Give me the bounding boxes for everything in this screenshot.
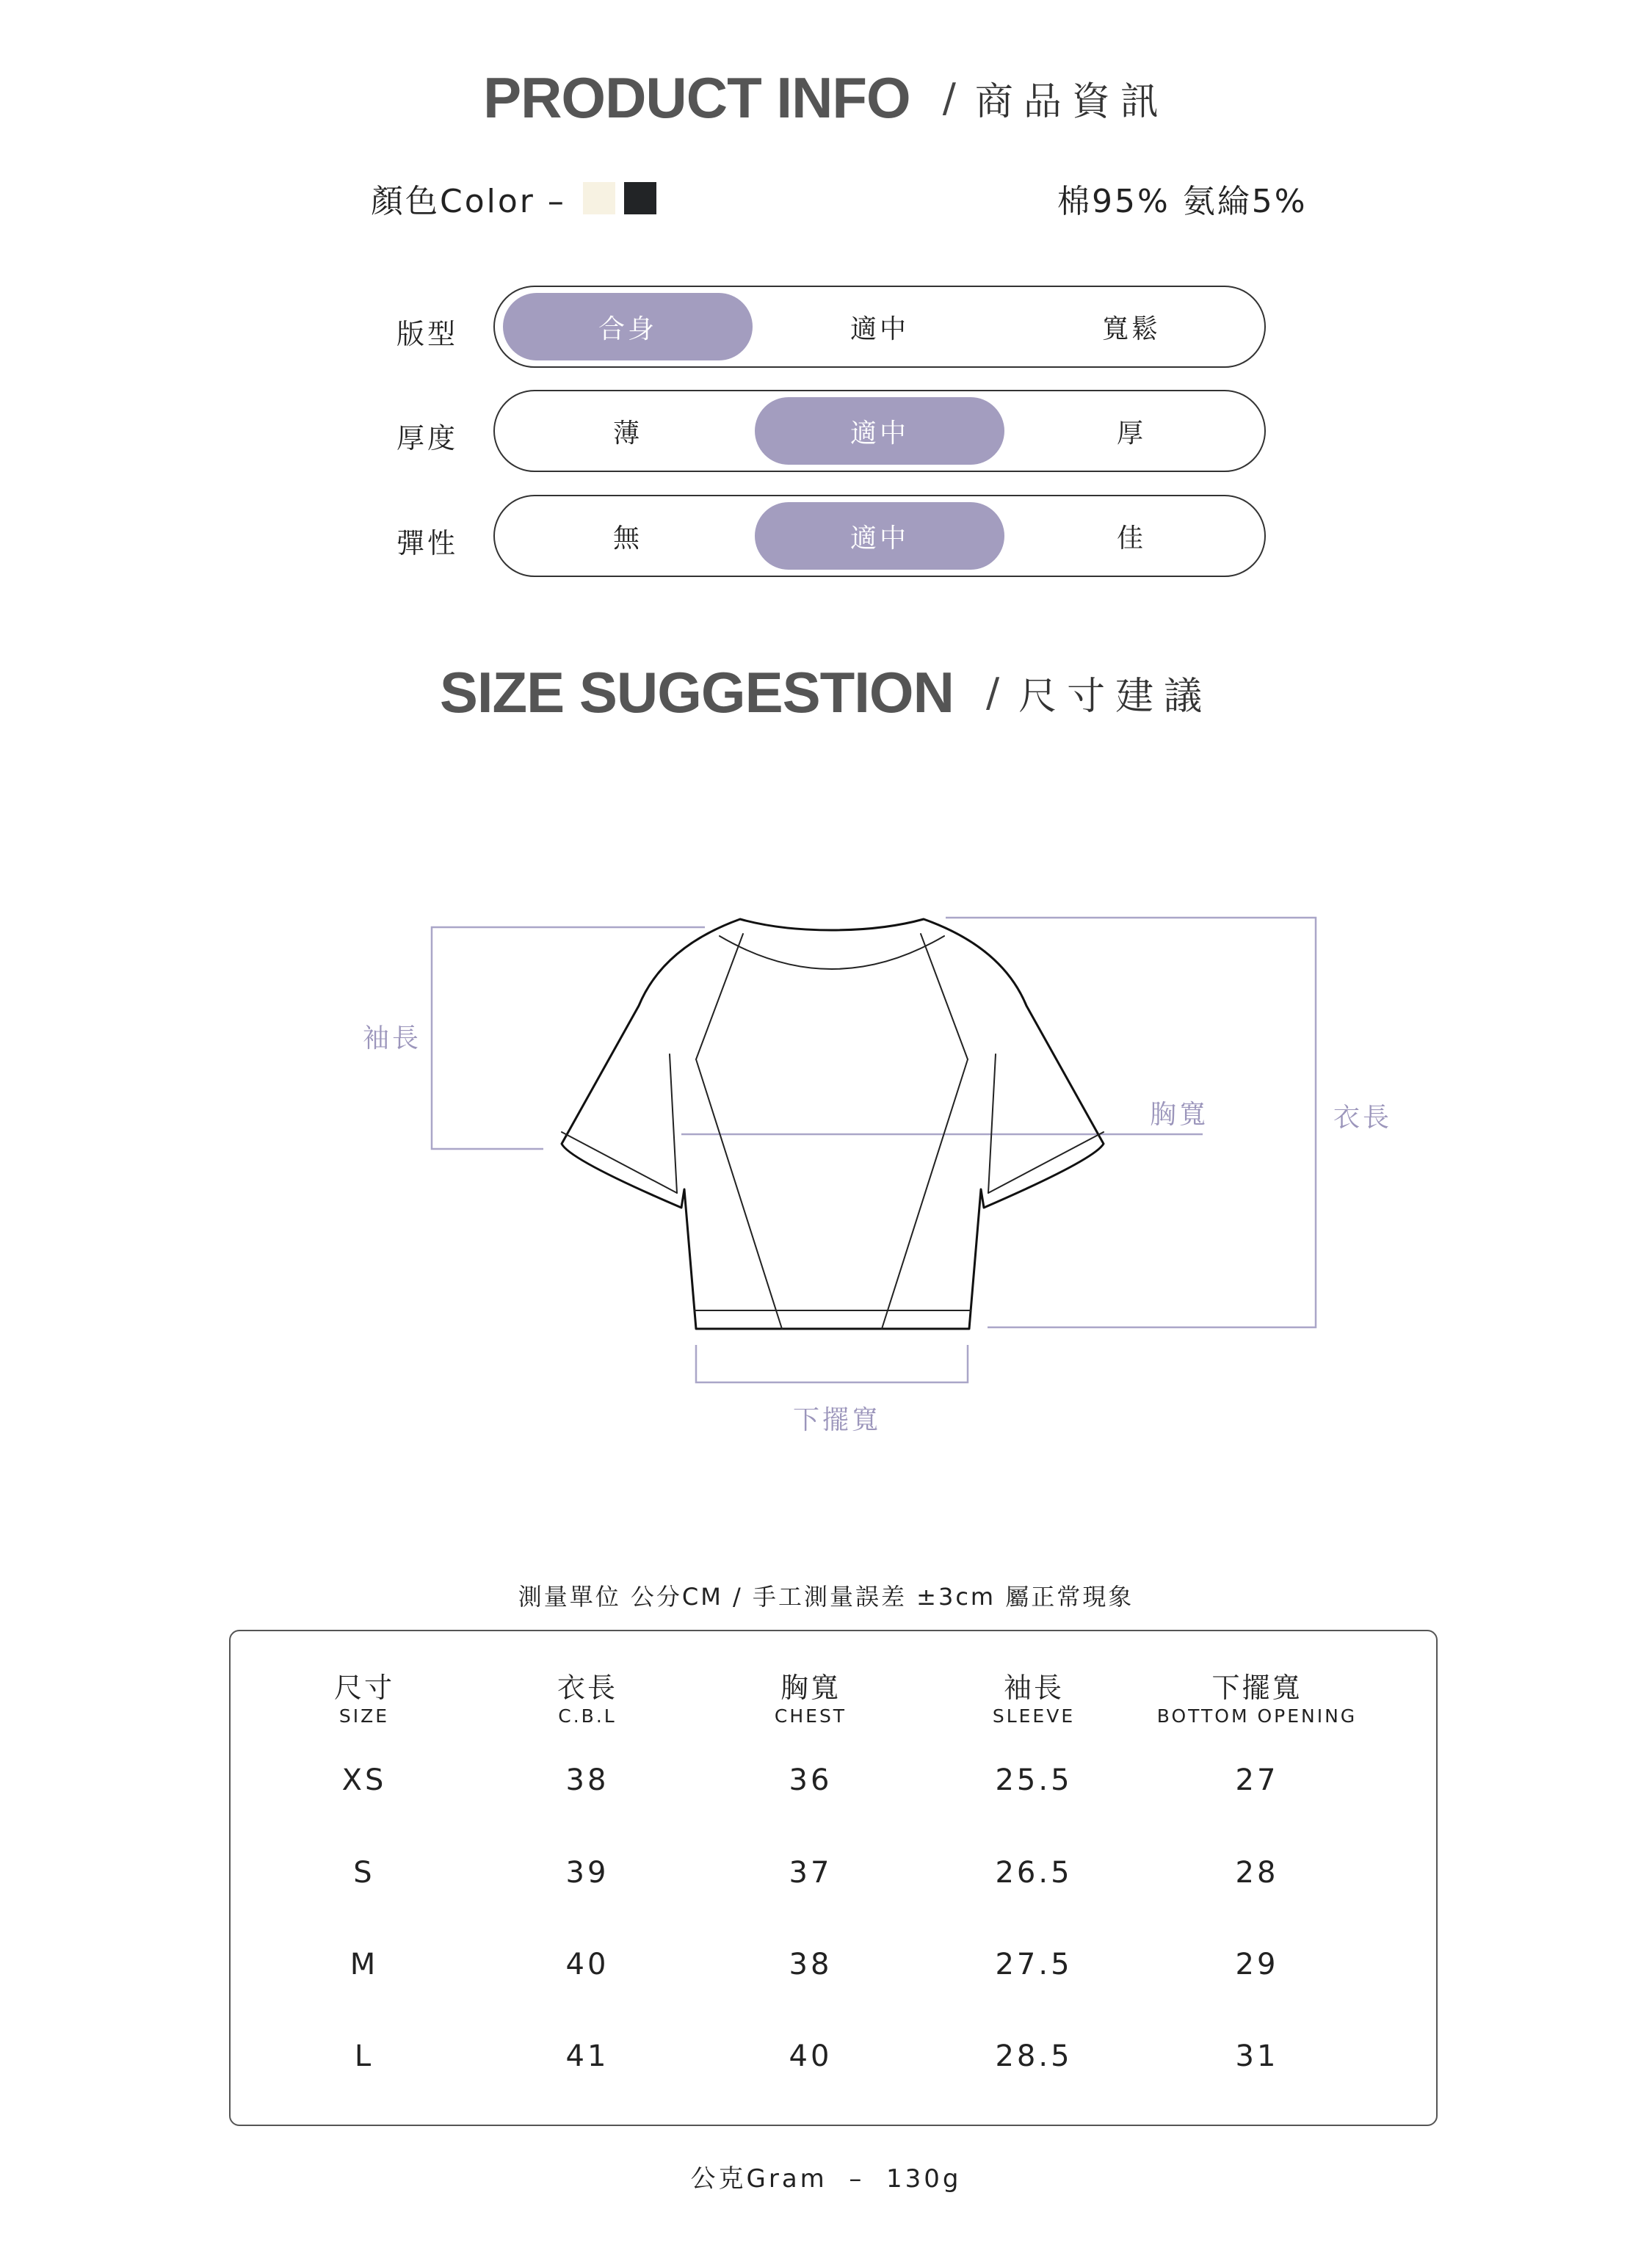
product-info-title — [0, 65, 1652, 131]
size-suggestion-title-en: SIZE SUGGESTION — [439, 660, 954, 725]
header-chest-zh: 胸寬 — [780, 1672, 841, 1704]
rating-option-fit-2: 適中 — [849, 313, 909, 344]
raglan-seam-right — [921, 934, 968, 1059]
armhole-left — [670, 1054, 677, 1193]
rating-option-fit-3: 寬鬆 — [1101, 313, 1161, 344]
table-cell-chest: 40 — [789, 2039, 833, 2073]
rating-bar-elasticity — [493, 495, 1266, 577]
table-cell-bottom-opening: 29 — [1235, 1948, 1279, 1981]
garment-weight: 公克Gram – 130g — [690, 2164, 962, 2194]
rating-label-fit: 版型 — [396, 318, 459, 350]
size-suggestion-title — [0, 659, 1652, 726]
table-cell-bottom-opening: 28 — [1235, 1856, 1279, 1890]
table-cell-bottom-opening: 27 — [1235, 1763, 1279, 1797]
rating-label-thickness: 厚度 — [396, 422, 459, 454]
table-cell-length: 41 — [565, 2039, 609, 2073]
raglan-seam-left — [696, 934, 743, 1059]
table-cell-size: XS — [341, 1763, 387, 1797]
table-cell-sleeve: 28.5 — [995, 2039, 1073, 2073]
table-cell-chest: 38 — [789, 1948, 833, 1981]
label-chest-width: 胸寬 — [1150, 1100, 1209, 1130]
product-info-title-en: PRODUCT INFO — [483, 65, 910, 130]
material-composition: 棉95% 氨綸5% — [1057, 183, 1308, 220]
table-cell-length: 38 — [565, 1763, 609, 1797]
collar-inner-line — [720, 936, 944, 969]
rating-bar-fit — [493, 286, 1266, 368]
header-sleeve-en: SLEEVE — [992, 1705, 1076, 1727]
table-cell-chest: 37 — [789, 1856, 833, 1890]
color-swatch-black[interactable] — [624, 182, 656, 214]
rating-option-elasticity-1: 無 — [612, 523, 642, 554]
label-sleeve-length: 袖長 — [363, 1023, 422, 1053]
table-cell-length: 40 — [565, 1948, 609, 1981]
size-suggestion-title-separator: / — [985, 670, 1000, 716]
header-sleeve-zh: 袖長 — [1003, 1672, 1064, 1704]
header-chest — [693, 1671, 928, 1728]
header-bottom-opening — [1140, 1671, 1374, 1728]
header-length-en: C.B.L — [558, 1705, 617, 1727]
table-cell-size: L — [354, 2039, 374, 2073]
sleeve-cuff-left — [562, 1132, 677, 1193]
panel-seam-right — [882, 1059, 968, 1329]
label-body-length: 衣長 — [1333, 1103, 1393, 1133]
header-bottom-opening-zh: 下擺寬 — [1211, 1672, 1303, 1704]
label-hem-width: 下擺寬 — [793, 1405, 882, 1435]
rating-label-elasticity: 彈性 — [396, 527, 459, 559]
rating-option-thickness-3: 厚 — [1116, 418, 1146, 449]
size-suggestion-title-zh: 尺寸建議 — [1018, 675, 1213, 719]
color-label: 顏色Color – — [371, 183, 566, 220]
table-cell-size: S — [353, 1856, 375, 1890]
rating-option-elasticity-3: 佳 — [1116, 523, 1146, 554]
garment-measurement-diagram — [0, 866, 1652, 1439]
panel-seam-left — [696, 1059, 782, 1329]
sleeve-measure-line — [432, 927, 705, 1149]
rating-option-thickness-2: 適中 — [755, 397, 1004, 465]
header-size — [247, 1671, 482, 1728]
shirt-body-outline — [562, 919, 1104, 1329]
table-cell-length: 39 — [565, 1856, 609, 1890]
measurement-note: 測量單位 公分CM / 手工測量誤差 ±3cm 屬正常現象 — [518, 1583, 1134, 1611]
header-chest-en: CHEST — [774, 1705, 847, 1727]
size-table — [229, 1630, 1438, 2126]
header-length-zh: 衣長 — [557, 1672, 617, 1704]
table-cell-chest: 36 — [789, 1763, 833, 1797]
length-measure-line — [946, 918, 1316, 1327]
color-swatch-cream[interactable] — [583, 182, 615, 214]
rating-option-fit-1: 合身 — [503, 293, 753, 360]
header-bottom-opening-en: BOTTOM OPENING — [1156, 1705, 1358, 1727]
armhole-right — [988, 1054, 996, 1193]
rating-bar-thickness — [493, 390, 1266, 472]
product-info-title-zh: 商品資訊 — [974, 80, 1169, 124]
header-sleeve — [916, 1671, 1151, 1728]
hem-measure-line — [696, 1345, 968, 1382]
table-cell-sleeve: 27.5 — [995, 1948, 1073, 1981]
rating-option-thickness-1: 薄 — [612, 418, 642, 449]
table-cell-sleeve: 25.5 — [995, 1763, 1073, 1797]
product-info-title-separator: / — [942, 75, 956, 121]
table-cell-sleeve: 26.5 — [995, 1856, 1073, 1890]
header-size-zh: 尺寸 — [333, 1672, 394, 1704]
table-cell-bottom-opening: 31 — [1235, 2039, 1279, 2073]
table-cell-size: M — [349, 1948, 379, 1981]
header-length — [470, 1671, 705, 1728]
header-size-en: SIZE — [338, 1705, 390, 1727]
rating-option-elasticity-2: 適中 — [755, 502, 1004, 570]
sleeve-cuff-right — [988, 1132, 1104, 1193]
